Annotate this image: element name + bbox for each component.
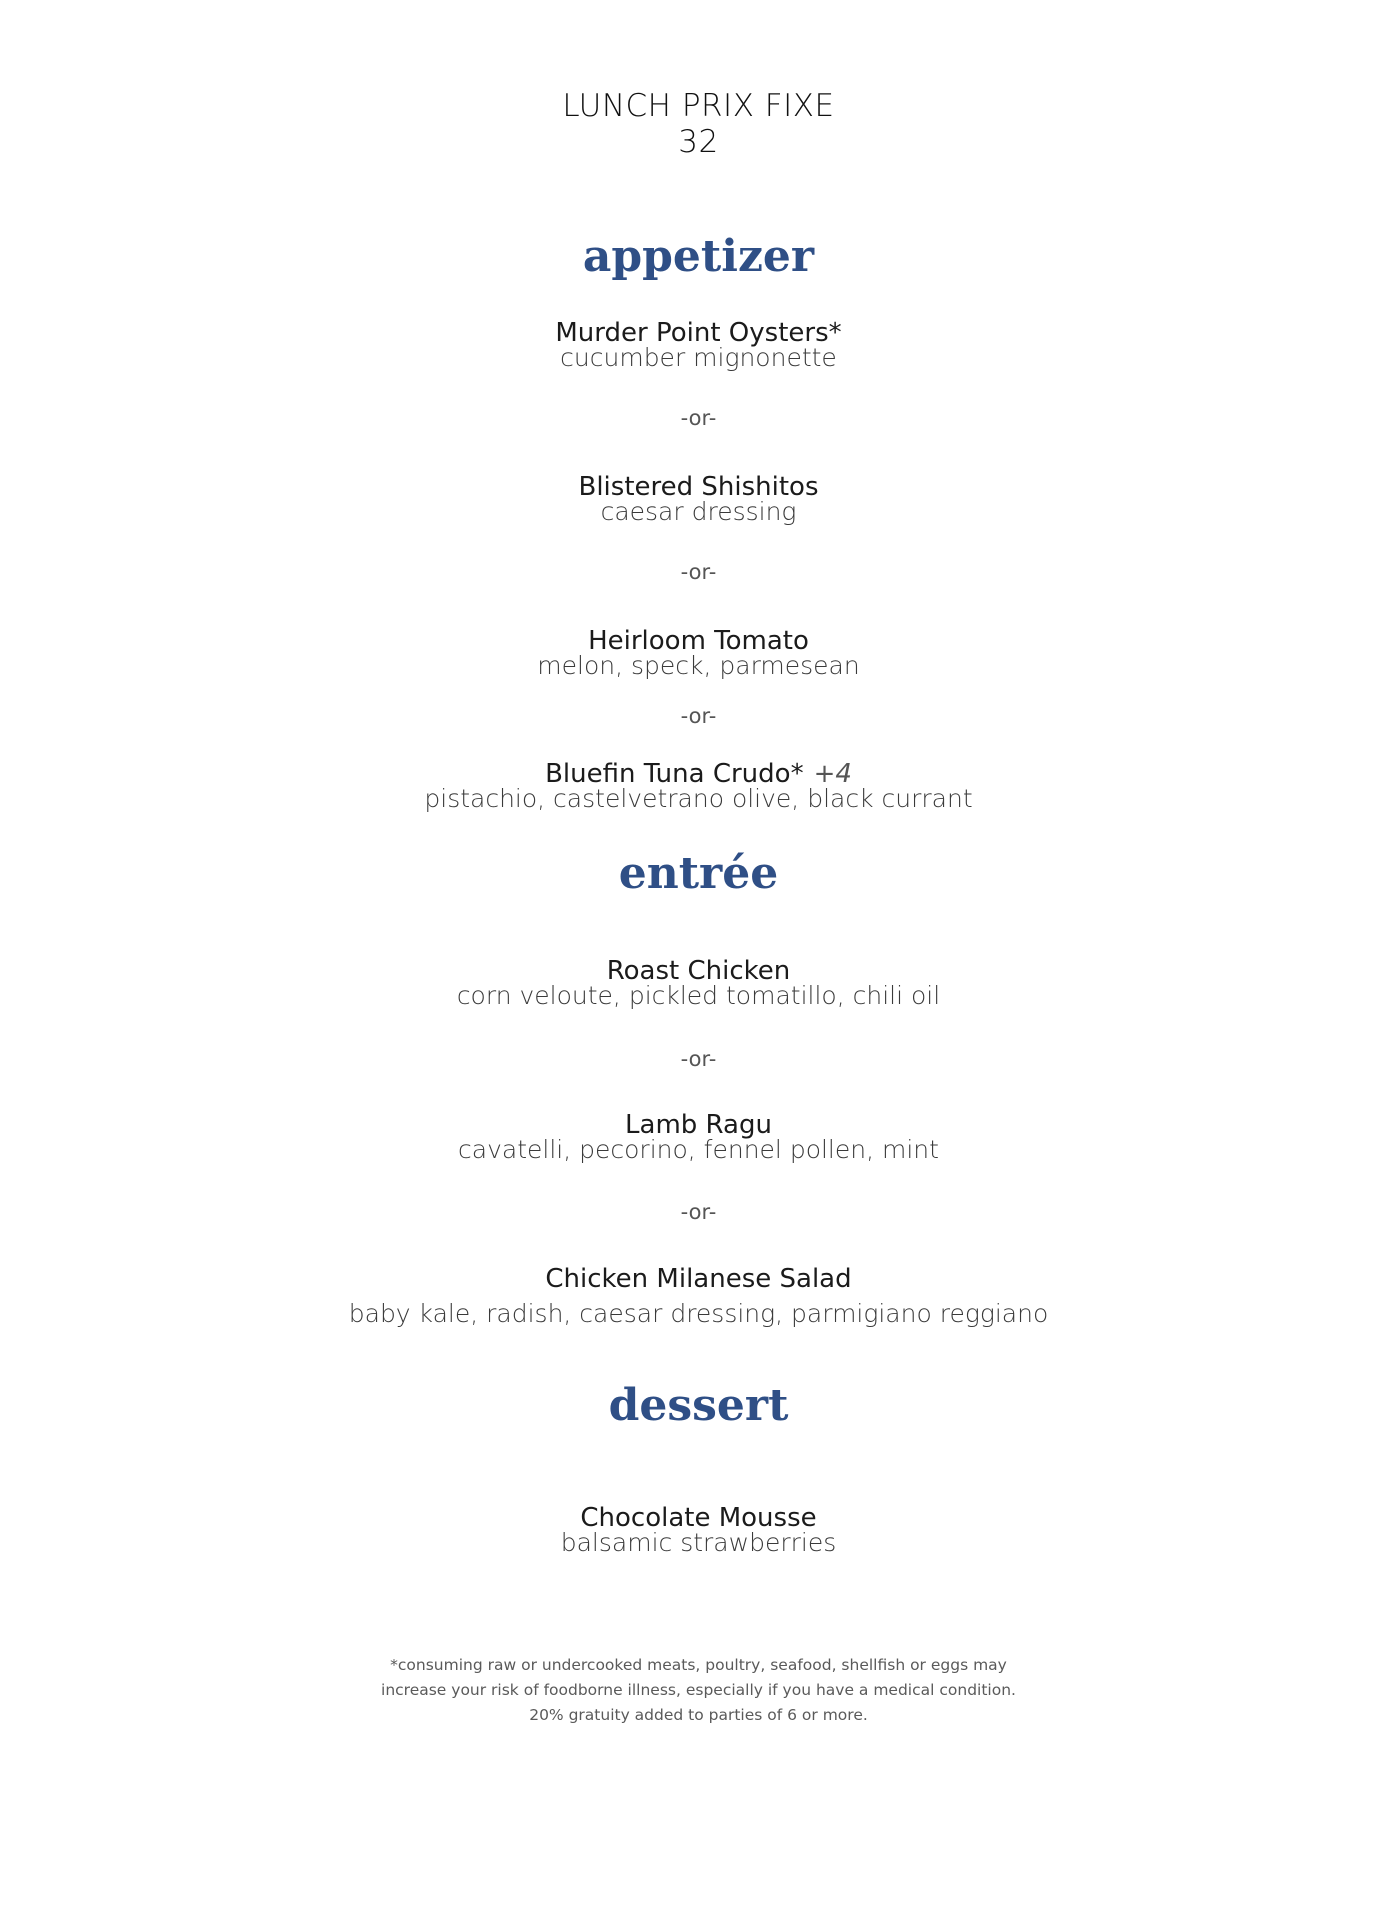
dish-name: Heirloom Tomato [588, 626, 809, 656]
dish-name: Roast Chicken [606, 956, 791, 986]
section-heading-entree: entrée [618, 848, 779, 899]
or-separator: -or- [680, 560, 717, 584]
dish-description: pistachio, castelvetrano olive, black currant [424, 784, 973, 813]
dish-description: baby kale, radish, caesar dressing, parmigiano reggiano [348, 1299, 1049, 1328]
section-heading-dessert: dessert [608, 1380, 789, 1431]
or-separator: -or- [680, 704, 717, 728]
section-heading-appetizer: appetizer [582, 231, 815, 282]
footer-gratuity-note: 20% gratuity added to parties of 6 or more. [529, 1706, 868, 1724]
dish-description: melon, speck, parmesean [537, 651, 860, 680]
dish-name: Blistered Shishitos [578, 472, 819, 502]
menu-price: 32 [678, 124, 719, 160]
footer-note-line: increase your risk of foodborne illness, especially if you have a medical condition. [381, 1681, 1016, 1699]
footer-note-line: *consuming raw or undercooked meats, poultry, seafood, shellfish or eggs may [390, 1656, 1007, 1674]
or-separator: -or- [680, 1200, 717, 1224]
dish-name: Chicken Milanese Salad [545, 1264, 852, 1294]
or-separator: -or- [680, 406, 717, 430]
dish-name: Murder Point Oysters* [555, 318, 842, 348]
dish-description: balsamic strawberries [560, 1528, 837, 1557]
menu-title: LUNCH PRIX FIXE [562, 88, 835, 124]
or-separator: -or- [680, 1047, 717, 1071]
dish-name: Chocolate Mousse [580, 1503, 817, 1533]
dish-description: corn veloute, pickled tomatillo, chili oil [456, 981, 941, 1010]
dish-description: cucumber mignonette [560, 343, 837, 372]
dish-supplement: +4 [813, 759, 852, 789]
dish-name: Bluefin Tuna Crudo* [545, 759, 804, 789]
dish-description: caesar dressing [600, 497, 797, 526]
dish-description: cavatelli, pecorino, fennel pollen, mint [458, 1135, 939, 1164]
dish-name: Lamb Ragu [625, 1110, 772, 1140]
